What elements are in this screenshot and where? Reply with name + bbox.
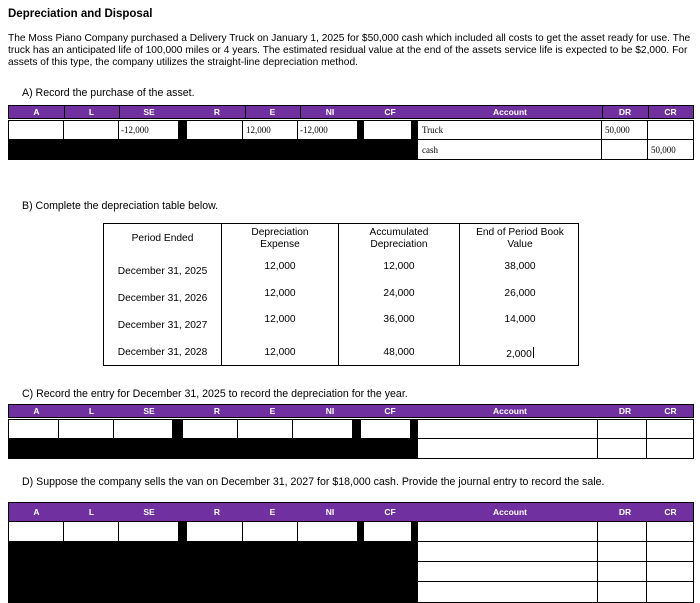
c-cell-ni[interactable] — [292, 419, 353, 439]
cr-value: 50,000 — [651, 145, 676, 155]
d-cell-account-1[interactable] — [417, 521, 598, 542]
filled-area — [8, 541, 411, 603]
c-cell-r[interactable] — [182, 419, 238, 439]
d-cell-dr-3[interactable] — [597, 561, 647, 582]
d-cell-l[interactable] — [63, 521, 119, 542]
col-a: A — [33, 107, 40, 117]
col-r: R — [213, 406, 221, 416]
section-b-label: B) Complete the depreciation table below. — [22, 200, 219, 212]
col-cr: CR — [664, 406, 677, 416]
d-cell-a[interactable] — [8, 521, 64, 542]
se-value: -12,000 — [121, 125, 149, 135]
header-expense-1: Depreciation — [251, 227, 309, 238]
d-cell-account-3[interactable] — [417, 561, 598, 582]
col-ni: NI — [325, 406, 335, 416]
cell-dr-1[interactable] — [601, 120, 648, 140]
row-2028-expense[interactable]: 12,000 — [264, 347, 296, 358]
col-e: E — [269, 507, 276, 517]
d-cell-cr-2[interactable] — [646, 541, 694, 562]
d-cell-se[interactable] — [118, 521, 179, 542]
section-a-header — [8, 105, 694, 119]
row-2027-period: December 31, 2027 — [117, 320, 208, 331]
col-dr: DR — [618, 107, 632, 117]
c-cell-account-2[interactable] — [417, 438, 598, 459]
cell-r[interactable] — [186, 120, 243, 140]
row-2025-accumulated[interactable]: 12,000 — [383, 261, 415, 272]
col-cf: CF — [384, 406, 396, 416]
cell-ni[interactable] — [297, 120, 358, 140]
row-2027-expense[interactable]: 12,000 — [264, 314, 296, 325]
d-cell-cr-1[interactable] — [646, 521, 694, 542]
col-account: Account — [493, 507, 527, 517]
row-2027-accumulated[interactable]: 36,000 — [383, 314, 415, 325]
col-e: E — [269, 406, 276, 416]
cell-cf[interactable] — [363, 120, 412, 140]
row-2025-expense[interactable]: 12,000 — [264, 261, 296, 272]
page-title: Depreciation and Disposal — [8, 8, 153, 20]
filled-row — [8, 139, 411, 160]
row-2025-period: December 31, 2025 — [117, 266, 208, 277]
filled-row — [8, 438, 411, 459]
header-book-2: Value — [507, 239, 533, 250]
header-expense-2: Expense — [260, 239, 300, 250]
col-e: E — [269, 107, 276, 117]
col-ni: NI — [325, 507, 335, 517]
col-l: L — [88, 406, 95, 416]
row-2028-accumulated[interactable]: 48,000 — [383, 347, 415, 358]
cell-se[interactable] — [118, 120, 179, 140]
c-cell-dr-1[interactable] — [597, 419, 647, 439]
d-cell-cr-3[interactable] — [646, 561, 694, 582]
col-se: SE — [143, 406, 155, 416]
d-cell-r[interactable] — [186, 521, 243, 542]
col-account: Account — [493, 406, 527, 416]
cell-dr-2[interactable] — [601, 139, 648, 160]
c-cell-dr-2[interactable] — [597, 438, 647, 459]
col-r: R — [213, 107, 221, 117]
col-se: SE — [143, 507, 155, 517]
row-2028-period: December 31, 2028 — [117, 347, 208, 358]
c-cell-cr-2[interactable] — [646, 438, 694, 459]
cell-cr-1[interactable] — [647, 120, 694, 140]
col-cr: CR — [664, 507, 677, 517]
col-r: R — [213, 507, 221, 517]
depreciation-table — [103, 223, 579, 366]
account-cash: cash — [422, 145, 438, 155]
col-se: SE — [143, 107, 155, 117]
header-period: Period Ended — [131, 233, 194, 244]
section-a-label: A) Record the purchase of the asset. — [22, 87, 195, 99]
col-ni: NI — [325, 107, 335, 117]
cell-a[interactable] — [8, 120, 64, 140]
row-2025-book[interactable]: 38,000 — [504, 261, 536, 272]
row-2026-book[interactable]: 26,000 — [504, 288, 536, 299]
col-cf: CF — [384, 507, 396, 517]
divider-block — [178, 521, 186, 542]
c-cell-account-1[interactable] — [417, 419, 598, 439]
section-d-label: D) Suppose the company sells the van on December 31, 2027 for $18,000 cash. Provide the journal entry to record the sale. — [22, 476, 605, 488]
ni-value: -12,000 — [300, 125, 328, 135]
d-cell-dr-1[interactable] — [597, 521, 647, 542]
col-cr: CR — [664, 107, 677, 117]
divider-block — [410, 419, 417, 459]
cell-e[interactable] — [242, 120, 298, 140]
row-2026-expense[interactable]: 12,000 — [264, 288, 296, 299]
row-2028-book[interactable] — [460, 347, 580, 361]
divider-block — [357, 521, 363, 542]
c-cell-cr-1[interactable] — [646, 419, 694, 439]
cell-l[interactable] — [63, 120, 119, 140]
col-l: L — [88, 507, 95, 517]
col-a: A — [33, 406, 40, 416]
d-cell-ni[interactable] — [297, 521, 358, 542]
d-cell-e[interactable] — [242, 521, 298, 542]
row-2026-period: December 31, 2026 — [117, 293, 208, 304]
col-l: L — [88, 107, 95, 117]
book-2028-value: 2,000 — [506, 349, 532, 360]
header-accumulated-1: Accumulated — [369, 227, 429, 238]
c-cell-l[interactable] — [58, 419, 114, 439]
d-cell-account-2[interactable] — [417, 541, 598, 562]
dr-value: 50,000 — [605, 125, 630, 135]
c-cell-cf[interactable] — [360, 419, 411, 439]
problem-description: The Moss Piano Company purchased a Delivery Truck on January 1, 2025 for $50,000 cash which included all costs to get the asset ready for use. The truck has an anticipated life of 100,000 miles or 4 years. The estimated residual value at the end of the assets service life is expected to be $2,000. For assets of this type, the company utilizes the straight-line depreciation method. — [8, 33, 691, 69]
account-truck: Truck — [422, 125, 444, 135]
c-cell-a[interactable] — [8, 419, 59, 439]
col-a: A — [33, 507, 40, 517]
cell-account-1[interactable] — [417, 120, 602, 140]
c-cell-se[interactable] — [113, 419, 173, 439]
text-cursor — [533, 347, 534, 358]
row-2026-accumulated[interactable]: 24,000 — [383, 288, 415, 299]
section-d-header — [8, 502, 694, 522]
d-cell-account-4[interactable] — [417, 581, 598, 603]
header-accumulated-2: Depreciation — [370, 239, 428, 250]
cell-cr-2[interactable] — [647, 139, 694, 160]
e-value: 12,000 — [246, 125, 271, 135]
d-cell-dr-2[interactable] — [597, 541, 647, 562]
section-c-label: C) Record the entry for December 31, 2025 to record the depreciation for the year. — [22, 388, 408, 400]
header-book-1: End of Period Book — [476, 227, 564, 238]
section-c-header — [8, 404, 694, 418]
col-dr: DR — [618, 406, 632, 416]
col-dr: DR — [618, 507, 632, 517]
col-account: Account — [493, 107, 527, 117]
d-cell-dr-4[interactable] — [597, 581, 647, 603]
c-cell-e[interactable] — [237, 419, 293, 439]
d-cell-cf[interactable] — [363, 521, 412, 542]
cell-account-2[interactable] — [417, 139, 602, 160]
d-cell-cr-4[interactable] — [646, 581, 694, 603]
col-cf: CF — [384, 107, 396, 117]
row-2027-book[interactable]: 14,000 — [504, 314, 536, 325]
